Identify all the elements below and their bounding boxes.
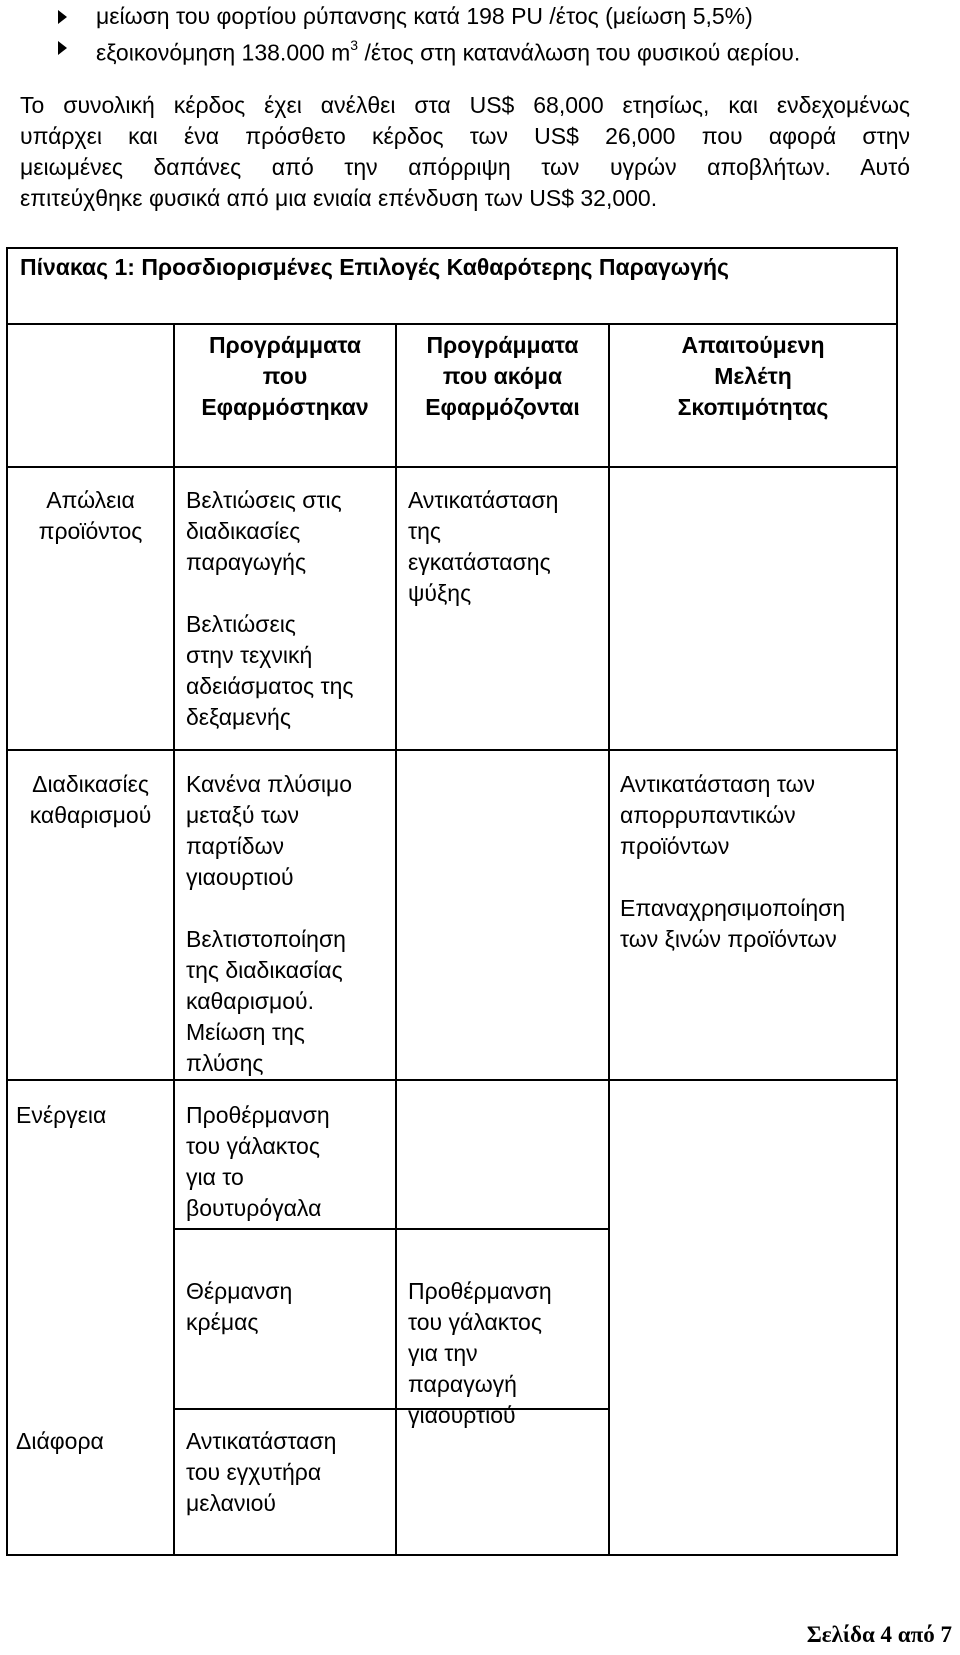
applied-cell-text: Αντικατάσταση του εγχυτήρα μελανιού — [186, 1428, 337, 1516]
body-paragraph — [20, 90, 910, 214]
header-feasibility: Απαιτούμενη Μελέτη Σκοπιμότητας — [677, 332, 829, 420]
bullet-text: εξοικονόμηση 138.000 $m^3$ /έτος στη κατανάλωση του φυσικού αερίου. — [96, 37, 801, 66]
table-cell — [395, 1408, 610, 1556]
table-cell — [395, 1079, 610, 1230]
table-cell — [6, 1079, 175, 1556]
table-caption: Πίνακας 1: Προσδιορισμένες Επιλογές Καθαρότερης Παραγωγής — [20, 254, 729, 280]
paragraph-line: μειωμένες δαπάνες από την απόρριψη των υγρών αποβλήτων. Αυτό — [20, 154, 910, 180]
row-label: Διάφορα — [16, 1428, 104, 1454]
ongoing-cell-text: Προθέρμανση του γάλακτος για την παραγωγή γιαουρτιού — [408, 1278, 552, 1428]
applied-cell-text: Κανένα πλύσιμο μεταξύ των παρτίδων γιαουρτιού Βελτιστοποίηση της διαδικασίας καθαρισμού. Μείωση της πλύσης — [186, 771, 353, 1076]
ongoing-cell-text: Αντικατάσταση της εγκατάστασης ψύξης — [408, 487, 559, 606]
triangle-bullet-icon — [58, 41, 67, 55]
paragraph-line: Το συνολική κέρδος έχει ανέλθει στα US$ 68,000 ετησίως, και ενδεχομένως — [20, 92, 910, 118]
table-cell — [608, 466, 898, 751]
header-empty-cell — [6, 323, 175, 468]
page-number: Σελίδα 4 από 7 — [806, 1622, 952, 1647]
table-cell — [395, 749, 610, 1081]
table-cell — [608, 1079, 898, 1556]
triangle-bullet-icon — [58, 10, 67, 24]
header-ongoing: Προγράμματα που ακόμα Εφαρμόζονται — [425, 332, 580, 420]
header-applied: Προγράμματα που Εφαρμόστηκαν — [201, 332, 369, 420]
superscript: 3 — [350, 37, 359, 53]
applied-cell-text: Προθέρμανση του γάλακτος για το βουτυρόγαλα — [186, 1102, 330, 1221]
applied-cell-text: Θέρμανση κρέμας — [186, 1278, 293, 1335]
bullet-text: μείωση του φορτίου ρύπανσης κατά 198 PU /έτος (μείωση 5,5%) — [96, 3, 753, 29]
row-label: Διαδικασίες καθαρισμού — [29, 771, 152, 828]
applied-cell-text: Βελτιώσεις στις διαδικασίες παραγωγής Βελτιώσεις στην τεχνική αδειάσματος της δεξαμενής — [186, 487, 354, 730]
paragraph-line: υπάρχει και ένα πρόσθετο κέρδος των US$ 26,000 που αφορά στην — [20, 123, 910, 149]
row-label: Ενέργεια — [16, 1102, 107, 1128]
feasibility-cell-text: Αντικατάσταση των απορρυπαντικών προϊόντων Επαναχρησιμοποίηση των ξινών προϊόντων — [620, 771, 846, 952]
paragraph-line: επιτεύχθηκε φυσικά από μια ενιαία επένδυση των US$ 32,000. — [20, 185, 658, 211]
row-label: Απώλεια προϊόντος — [38, 487, 143, 544]
